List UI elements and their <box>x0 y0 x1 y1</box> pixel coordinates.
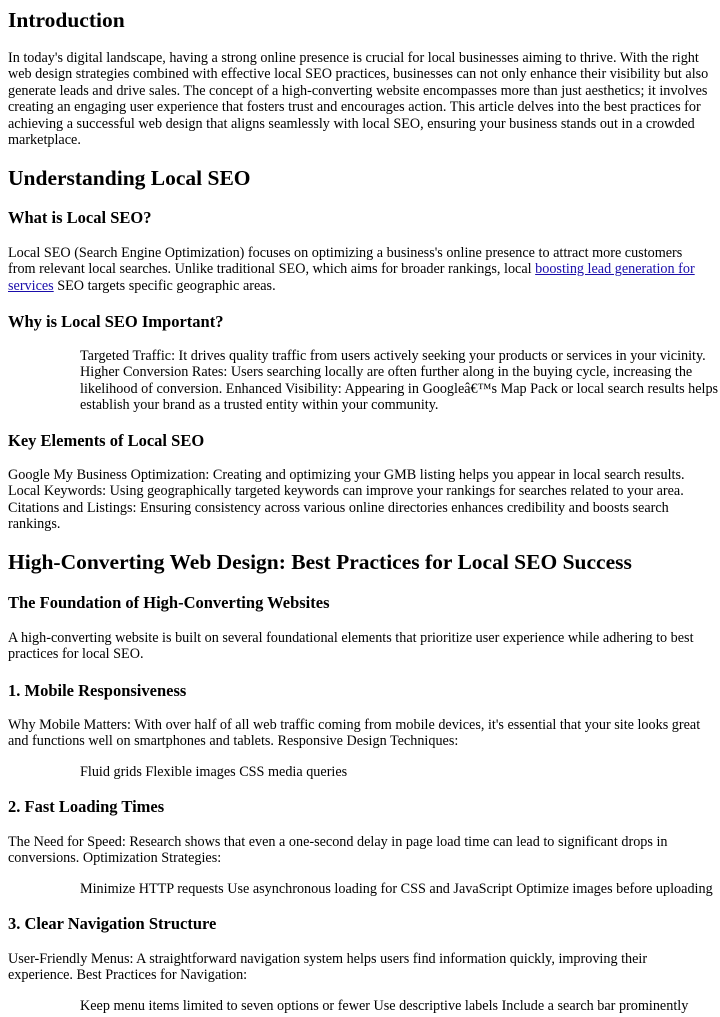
quote-mobile-techniques: Fluid grids Flexible images CSS media queries <box>80 764 348 780</box>
paragraph-what-is-local-seo <box>8 245 712 294</box>
paragraph-mobile-responsiveness: Why Mobile Matters: With over half of all web traffic coming from mobile devices, it's essential that your site looks great and functions well on smartphones and tablets. Responsive Design Techniques: <box>8 717 701 750</box>
heading-foundation: The Foundation of High-Converting Websites <box>8 593 330 612</box>
text-before-link: Local SEO (Search Engine Optimization) focuses on optimizing a business's online presence to attract more customers from relevant local searches. Unlike traditional SEO, which aims for broader rankings, local <box>8 245 683 278</box>
quote-navigation-practices: Keep menu items limited to seven options or fewer Use descriptive labels Include a search bar prominently <box>80 998 689 1014</box>
quote-why-local-seo-important: Targeted Traffic: It drives quality traffic from users actively seeking your products or services in your vicinity. Higher Conversion Rates: Users searching locally are often further along in the buying cycle, increasing the likelihood of conversion. Enhanced Visibility: Appearing in Googleâ€™s Map Pack or local search results helps establish your brand as a trusted entity within your community. <box>80 348 719 414</box>
heading-mobile-responsiveness: 1. Mobile Responsiveness <box>8 681 187 700</box>
heading-key-elements: Key Elements of Local SEO <box>8 431 205 450</box>
heading-what-is-local-seo: What is Local SEO? <box>8 208 152 227</box>
paragraph-fast-loading-times: The Need for Speed: Research shows that even a one-second delay in page load time can lead to significant drops in conversions. Optimization Strategies: <box>8 834 668 867</box>
quote-optimization-strategies: Minimize HTTP requests Use asynchronous loading for CSS and JavaScript Optimize images before uploading <box>80 881 713 897</box>
paragraph-introduction: In today's digital landscape, having a strong online presence is crucial for local businesses aiming to thrive. With the right web design strategies combined with effective local SEO practices, businesses can not only enhance their visibility but also generate leads and drive sales. The concept of a high-converting website encompasses more than just aesthetics; it involves creating an engaging user experience that fosters trust and encourages action. This article delves into the best practices for achieving a successful web design that aligns seamlessly with local SEO, ensuring your business stands out in a crowded marketplace. <box>8 50 709 149</box>
heading-introduction: Introduction <box>8 8 125 32</box>
paragraph-clear-navigation: User-Friendly Menus: A straightforward navigation system helps users find information quickly, improving their experience. Best Practices for Navigation: <box>8 951 648 984</box>
text-after-link: SEO targets specific geographic areas. <box>53 277 276 294</box>
paragraph-key-elements: Google My Business Optimization: Creating and optimizing your GMB listing helps you appear in local search results. Local Keywords: Using geographically targeted keywords can improve your rankings for searches related to your area. Citations and Listings: Ensuring consistency across various online directories enhances credibility and boosts search rankings. <box>8 467 685 533</box>
paragraph-foundation: A high-converting website is built on several foundational elements that prioritize user experience while adhering to best practices for local SEO. <box>8 630 694 663</box>
lead-generation-link[interactable]: boosting lead generation for services <box>8 261 695 294</box>
heading-clear-navigation: 3. Clear Navigation Structure <box>8 914 217 933</box>
heading-why-local-seo-important: Why is Local SEO Important? <box>8 312 224 331</box>
heading-understanding-local-seo: Understanding Local SEO <box>8 166 251 190</box>
heading-high-converting-web-design: High-Converting Web Design: Best Practices for Local SEO Success <box>8 550 632 574</box>
heading-fast-loading-times: 2. Fast Loading Times <box>8 797 165 816</box>
